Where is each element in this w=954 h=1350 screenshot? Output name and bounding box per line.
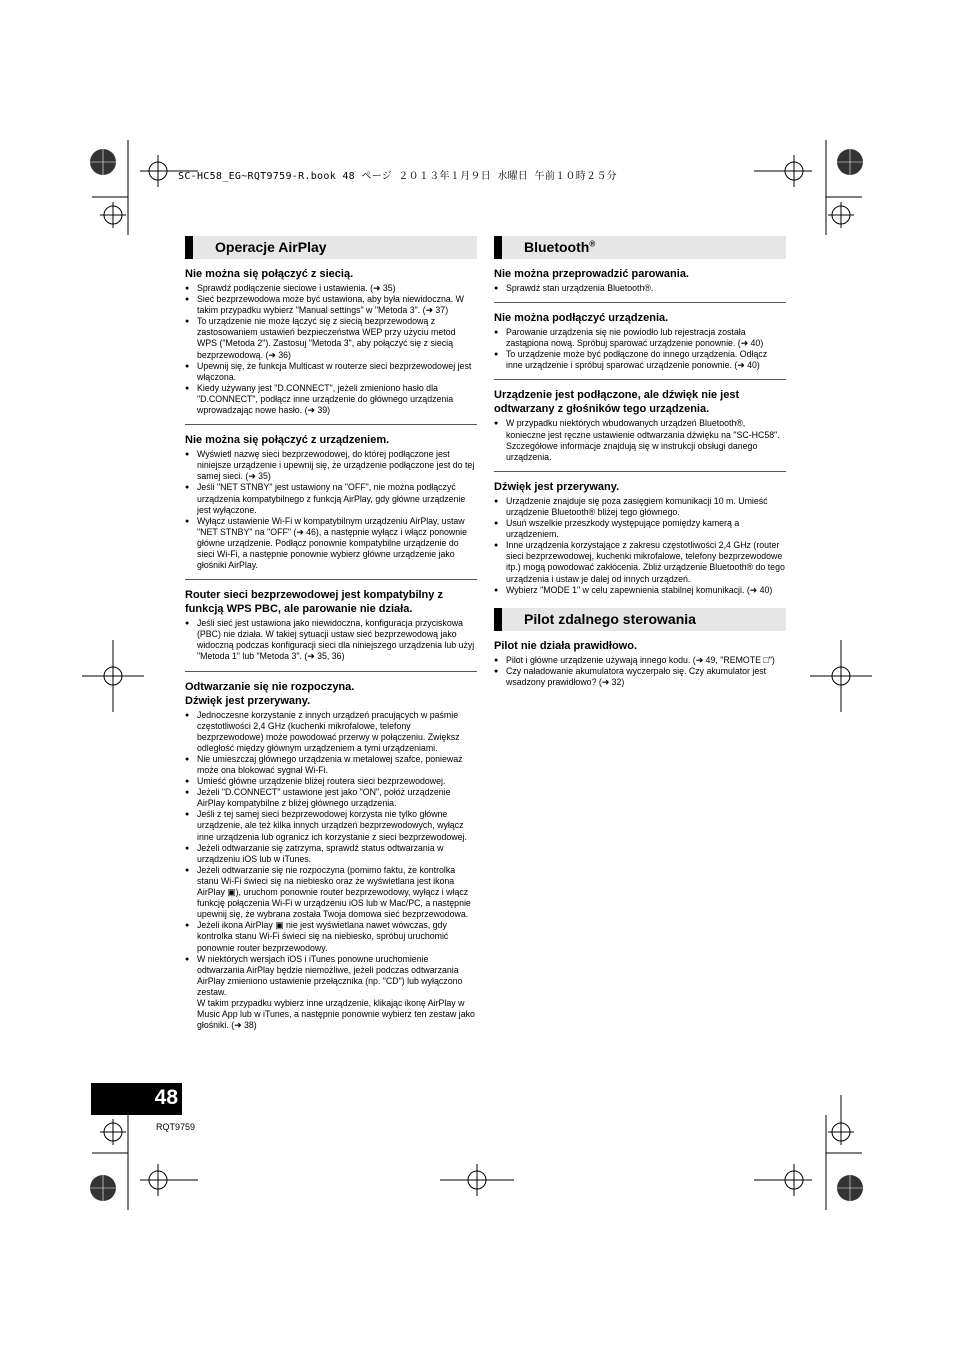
- troubleshooting-entry: [494, 311, 786, 371]
- section-header-airplay: [185, 236, 477, 259]
- solution-item: ● Usuń wszelkie przeszkody występujące pomiędzy kamerą a urządzeniem.: [494, 518, 786, 540]
- problem-heading: Nie można przeprowadzić parowania.: [494, 268, 689, 280]
- solution-list: [185, 618, 477, 662]
- troubleshooting-entry: [494, 639, 786, 688]
- troubleshooting-entry: [185, 433, 477, 571]
- page-number-tab: [91, 1083, 182, 1115]
- problem-heading: Router sieci bezprzewodowej jest kompatybilny z funkcją WPS PBC, ale parowanie nie działa.: [185, 589, 443, 616]
- solution-item: ● Urządzenie znajduje się poza zasięgiem komunikacji 10 m. Umieść urządzenie Bluetooth® bliżej tego głównego.: [494, 496, 786, 518]
- model-code: RQT9759: [156, 1122, 196, 1132]
- section-divider: [185, 579, 477, 580]
- section-header-remote: [494, 608, 786, 631]
- solution-item: ● To urządzenie może być podłączone do innego urządzenia. Odłącz inne urządzenie i spróbuj sparować urządzenie ponownie. (➜ 40): [494, 349, 786, 371]
- solution-item: ● Nie umieszczaj głównego urządzenia w metalowej szafce, ponieważ może ona blokować sygnał Wi-Fi.: [185, 754, 477, 776]
- solution-item: ● Parowanie urządzenia się nie powiodło lub rejestracja została zastąpiona nową. Spróbuj sparować urządzenie ponownie. (➜ 40): [494, 327, 786, 349]
- section-divider: [494, 379, 786, 380]
- solution-item: ● Umieść główne urządzenie bliżej routera sieci bezprzewodowej.: [185, 776, 477, 787]
- registered-mark: ®: [589, 239, 596, 249]
- problem-heading: Dźwięk jest przerywany.: [494, 480, 620, 493]
- solution-list: [494, 655, 786, 688]
- solution-item: ● Pilot i główne urządzenie używają innego kodu. (➜ 49, "REMOTE □"): [494, 655, 786, 666]
- section-divider: [185, 671, 477, 672]
- solution-item: ● Sprawdź stan urządzenia Bluetooth®.: [494, 283, 786, 294]
- solution-list: [185, 710, 477, 1032]
- troubleshooting-entry: [494, 480, 786, 596]
- problem-heading: Pilot nie działa prawidłowo.: [494, 639, 638, 652]
- problem-heading: Nie można się połączyć z siecią.: [185, 268, 354, 280]
- troubleshooting-entry: [494, 388, 786, 462]
- solution-item: ● Czy naładowanie akumulatora wyczerpało się. Czy akumulator jest wsadzony prawidłowo? (➜ 32): [494, 666, 786, 688]
- solution-item: ● Jeśli z tej samej sieci bezprzewodowej korzysta nie tylko główne urządzenie, ale też kilka innych urządzeń bezprzewodowych, wyłącz inne urządzenia lub ogranicz ich korzystanie z sieci bezprzewodowej.: [185, 809, 477, 842]
- solution-list: [185, 449, 477, 571]
- solution-item: ● Jeżeli odtwarzanie się zatrzyma, sprawdź status odtwarzania w urządzeniu iOS lub w iTunes.: [185, 843, 477, 865]
- solution-item: ● Kiedy używany jest "D.CONNECT", jeżeli zmieniono hasło dla "D.CONNECT", podłącz inne urządzenie do głównego urządzenia wprowadzając nowe hasło. (➜ 39): [185, 383, 477, 416]
- section-header-bar: [494, 608, 502, 631]
- solution-item: ● Wyświetl nazwę sieci bezprzewodowej, do której podłączone jest niniejsze urządzenie i upewnij się, że urządzenie podłączone jest do tej samej sieci. (➜ 35): [185, 449, 477, 482]
- section-title: Bluetooth®: [524, 239, 596, 255]
- remote-subsections: [494, 639, 786, 688]
- section-divider: [494, 471, 786, 472]
- solution-list: [494, 418, 786, 462]
- problem-heading: Urządzenie jest podłączone, ale dźwięk nie jest odtwarzany z głośników tego urządzenia.: [494, 389, 740, 416]
- solution-list: [185, 283, 477, 416]
- section-header-bluetooth: [494, 236, 786, 259]
- solution-list: [494, 496, 786, 596]
- problem-heading: Nie można się połączyć z urządzeniem.: [185, 434, 390, 447]
- solution-item: ● Jeżeli odtwarzanie się nie rozpoczyna (pomimo faktu, że kontrolka stanu Wi-Fi świeci się na niebiesko oraz że wyświetlana jest ikona AirPlay ▣), uruchom ponownie router bezprzewodowy, wyłącz i włącz funkcję połączenia Wi-Fi w urządzeniu iOS lub w Mac/PC, a następnie upewnij się, że wybrana została Twoja domowa sieć bezprzewodowa.: [185, 865, 477, 920]
- solution-list: [494, 327, 786, 371]
- right-column: [494, 236, 786, 688]
- problem-heading: Odtwarzanie się nie rozpoczyna. Dźwięk jest przerywany.: [185, 680, 355, 707]
- solution-item: ● W przypadku niektórych wbudowanych urządzeń Bluetooth®, konieczne jest ręczne ustawienie odtwarzania dźwięku na "SC-HC58". Szczegółowe informacje znajdują się w instrukcji obsługi danego urządzenia.: [494, 418, 786, 462]
- section-header-bar: [185, 236, 193, 259]
- section-divider: [494, 302, 786, 303]
- section-header-bar: [494, 236, 502, 259]
- airplay-subsections: [185, 267, 477, 1031]
- solution-item: ● Sprawdź podłączenie sieciowe i ustawienia. (➜ 35): [185, 283, 477, 294]
- section-title: Pilot zdalnego sterowania: [524, 610, 696, 627]
- problem-heading: Nie można podłączyć urządzenia.: [494, 312, 669, 325]
- left-column: [185, 236, 477, 1031]
- troubleshooting-entry: [185, 267, 477, 416]
- troubleshooting-entry: [494, 267, 786, 294]
- solution-item: ● To urządzenie nie może łączyć się z siecią bezprzewodową z zastosowaniem ustawień bezpieczeństwa WEP przy użyciu metod WPS ("Metoda 2"). Zastosuj "Metoda 3", aby połączyć się z siecią bezprzewodową. (➜ 36): [185, 316, 477, 360]
- solution-item: ● Upewnij się, że funkcja Multicast w routerze sieci bezprzewodowej jest włączona.: [185, 361, 477, 383]
- solution-item: ● Wyłącz ustawienie Wi-Fi w kompatybilnym urządzeniu AirPlay, ustaw "NET STNBY" na "OFF" (➜ 46), a następnie wyłącz i włącz ponownie główne urządzenie. Podłącz ponownie kompatybilne urządzenie do sieci Wi-Fi, a następnie ponownie wybierz główne urządzenie jako głośniki AirPlay.: [185, 516, 477, 571]
- troubleshooting-entry: [185, 680, 477, 1032]
- troubleshooting-entry: [185, 588, 477, 662]
- solution-item: ● Jeżeli ikona AirPlay ▣ nie jest wyświetlana nawet wówczas, gdy kontrolka stanu Wi-Fi świeci się na niebiesko, spróbuj uruchomić ponownie router bezprzewodowy.: [185, 920, 477, 953]
- solution-item: ● Jeśli sieć jest ustawiona jako niewidoczna, konfiguracja przyciskowa (PBC) nie działa. W takiej sytuacji ustaw sieć bezprzewodową jako widoczną podczas konfiguracji sieci dla niniejszego urządzenia lub użyj "Metoda 1" lub "Metoda 3". (➜ 35, 36): [185, 618, 477, 662]
- solution-item: ● Jeżeli "D.CONNECT" ustawione jest jako "ON", połóż urządzenie AirPlay kompatybilne z bliżej głównego urządzenia.: [185, 787, 477, 809]
- page-number: 48: [154, 1086, 178, 1109]
- solution-item: ● Inne urządzenia korzystające z zakresu częstotliwości 2,4 GHz (router sieci bezprzewodowej, kuchenki mikrofalowe, telefony bezprzewodowe itp.) mogą powodować zakłócenia. Zbliż urządzenie Bluetooth® do tego urządzenia i ustaw je dalej od innych urządzeń.: [494, 540, 786, 584]
- solution-item: ● W niektórych wersjach iOS i iTunes ponowne uruchomienie odtwarzania AirPlay będzie niemożliwe, jeżeli podczas odtwarzania AirPlay zmieniono ustawienie przełącznika (np. "CD") lub wyłączono zestaw. W takim przypadku wybierz inne urządzenie, klikając ikonę AirPlay w Music App lub w iTunes, a następnie ponownie wybierz ten zestaw jako głośniki. (➜ 38): [185, 954, 477, 1032]
- solution-item: ● Jeśli "NET STNBY" jest ustawiony na "OFF", nie można podłączyć urządzenia kompatybilnego z funkcją AirPlay, gdy główne urządzenie jest wyłączone.: [185, 482, 477, 515]
- print-header-line: SC-HC58_EG~RQT9759-R.book 48 ページ ２０１３年１月９日 水曜日 午前１０時２５分: [178, 171, 617, 182]
- solution-item: ● Wybierz "MODE 1" w celu zapewnienia stabilnej komunikacji. (➜ 40): [494, 585, 786, 596]
- section-title: Operacje AirPlay: [215, 239, 327, 255]
- solution-item: ● Sieć bezprzewodowa może być ustawiona, aby była niewidoczna. W takim przypadku wybierz "Manual settings" w "Metoda 3". (➜ 37): [185, 294, 477, 316]
- section-divider: [185, 424, 477, 425]
- bluetooth-subsections: [494, 267, 786, 596]
- solution-item: ● Jednoczesne korzystanie z innych urządzeń pracujących w paśmie częstotliwości 2,4 GHz (kuchenki mikrofalowe, telefony bezprzewodowe) może powodować przerwy w połączeniu. Zwiększ odległość między głównym urządzeniem a tymi urządzeniami.: [185, 710, 477, 754]
- solution-list: [494, 283, 786, 294]
